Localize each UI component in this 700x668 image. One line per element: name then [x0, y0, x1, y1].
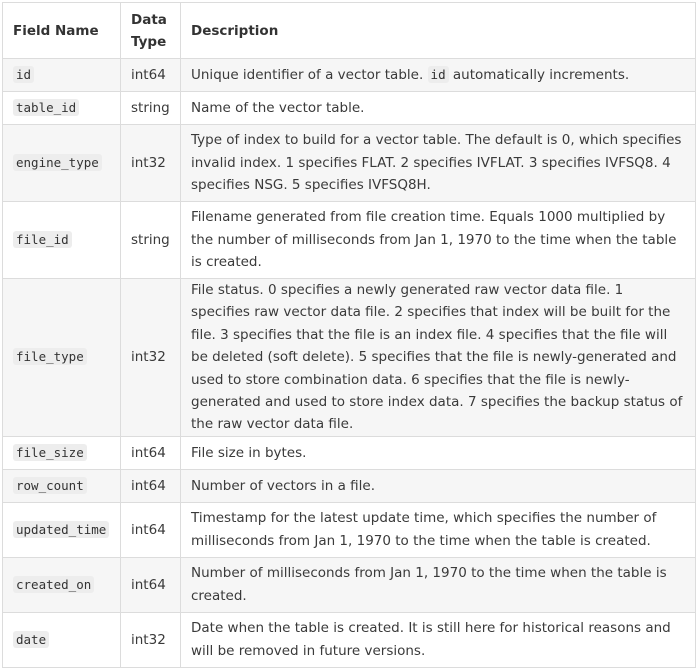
field-cell — [3, 279, 121, 437]
header-description: Description — [181, 3, 696, 59]
inline-code: id — [428, 66, 449, 83]
field-code: file_type — [13, 348, 87, 365]
field-code: created_on — [13, 576, 94, 593]
field-code: date — [13, 631, 49, 648]
description-cell: File status. 0 specifies a newly generated raw vector data file. 1 specifies raw vector data file. 2 specifies that index will be built for the file. 3 specifies that the file is an index file. 4 specifies that the file will be deleted (soft delete). 5 specifies that the file is newly-generated and used to store combination data. 6 specifies that the file is newly-generated and used to store index data. 7 specifies the backup status of the raw vector data file. — [181, 279, 696, 437]
table-row — [3, 202, 696, 279]
description-cell: Number of milliseconds from Jan 1, 1970 to the time when the table is created. — [181, 557, 696, 612]
description-cell: Timestamp for the latest update time, which specifies the number of milliseconds from Jan 1, 1970 to the time when the table is created. — [181, 502, 696, 557]
field-code: table_id — [13, 99, 79, 116]
field-cell — [3, 502, 121, 557]
field-code: row_count — [13, 477, 87, 494]
description-text: automatically increments. — [448, 66, 630, 83]
type-cell: string — [121, 92, 181, 125]
description-cell: Number of vectors in a file. — [181, 469, 696, 502]
type-cell: int64 — [121, 557, 181, 612]
type-cell: int64 — [121, 469, 181, 502]
type-cell: int64 — [121, 502, 181, 557]
field-cell — [3, 202, 121, 279]
table-row — [3, 279, 696, 437]
table-row — [3, 59, 696, 92]
table-row — [3, 502, 696, 557]
type-cell: int32 — [121, 125, 181, 202]
description-cell: File size in bytes. — [181, 436, 696, 469]
field-code: updated_time — [13, 521, 109, 538]
table-row — [3, 557, 696, 612]
type-cell: string — [121, 202, 181, 279]
field-code: engine_type — [13, 154, 102, 171]
field-cell — [3, 59, 121, 92]
description-text: Unique identifier of a vector table. — [191, 66, 428, 83]
field-cell — [3, 612, 121, 667]
field-cell — [3, 125, 121, 202]
table-row — [3, 92, 696, 125]
description-cell: Filename generated from file creation time. Equals 1000 multiplied by the number of milliseconds from Jan 1, 1970 to the time when the table is created. — [181, 202, 696, 279]
header-field-name: Field Name — [3, 3, 121, 59]
field-code: file_id — [13, 231, 72, 248]
field-code: file_size — [13, 444, 87, 461]
field-cell — [3, 92, 121, 125]
fields-table — [2, 2, 696, 668]
field-cell — [3, 469, 121, 502]
description-cell: Date when the table is created. It is still here for historical reasons and will be removed in future versions. — [181, 612, 696, 667]
description-cell: Type of index to build for a vector table. The default is 0, which specifies invalid index. 1 specifies FLAT. 2 specifies IVFLAT. 3 specifies IVFSQ8. 4 specifies NSG. 5 specifies IVFSQ8H. — [181, 125, 696, 202]
description-cell — [181, 59, 696, 92]
table-row — [3, 469, 696, 502]
table-row — [3, 436, 696, 469]
field-cell — [3, 557, 121, 612]
field-cell — [3, 436, 121, 469]
type-cell: int32 — [121, 612, 181, 667]
type-cell: int32 — [121, 279, 181, 437]
field-code: id — [13, 66, 34, 83]
type-cell: int64 — [121, 59, 181, 92]
table-row — [3, 125, 696, 202]
header-row — [3, 3, 696, 59]
description-cell: Name of the vector table. — [181, 92, 696, 125]
header-data-type: Data Type — [121, 3, 181, 59]
type-cell: int64 — [121, 436, 181, 469]
table-row — [3, 612, 696, 667]
